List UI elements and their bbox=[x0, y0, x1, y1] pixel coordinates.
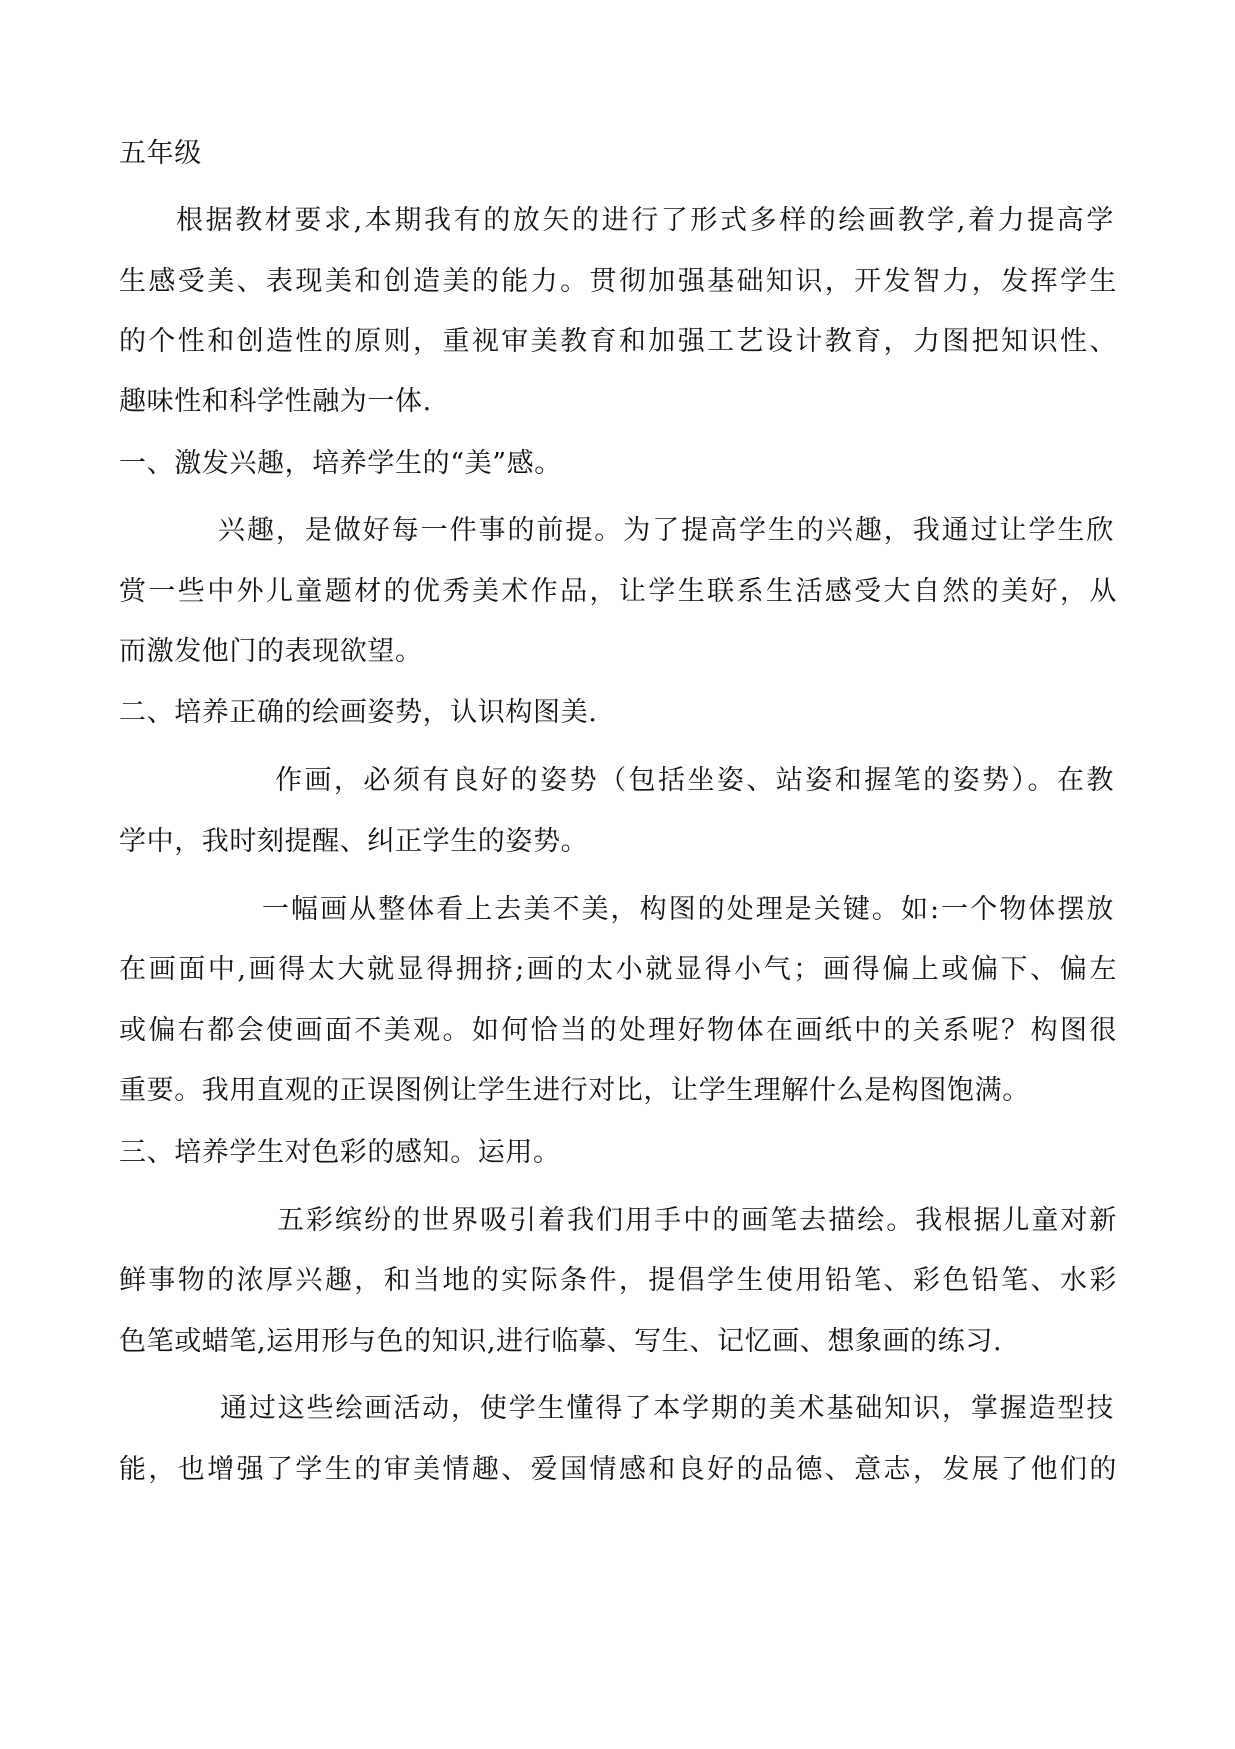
section-heading-3: 三、培养学生对色彩的感知。运用。 bbox=[119, 1137, 561, 1168]
paragraph-line: 或偏右都会使画面不美观。如何恰当的处理好物体在画纸中的关系呢？构图很 bbox=[119, 1015, 1117, 1046]
paragraph-line: 的个性和创造性的原则，重视审美教育和加强工艺设计教育，力图把知识性、 bbox=[119, 326, 1117, 357]
paragraph-line: 五彩缤纷的世界吸引着我们用手中的画笔去描绘。我根据儿童对新 bbox=[277, 1205, 1117, 1236]
paragraph-line: 能，也增强了学生的审美情趣、爱国情感和良好的品德、意志，发展了他们的 bbox=[119, 1454, 1117, 1485]
paragraph-line: 通过这些绘画活动，使学生懂得了本学期的美术基础知识，掌握造型技 bbox=[220, 1393, 1114, 1424]
paragraph-line: 色笔或蜡笔,运用形与色的知识,进行临摹、写生、记忆画、想象画的练习. bbox=[119, 1326, 1003, 1357]
section-heading-1: 一、激发兴趣，培养学生的“美”感。 bbox=[119, 448, 562, 479]
paragraph-line: 学中，我时刻提醒、纠正学生的姿势。 bbox=[119, 826, 589, 857]
paragraph-line: 而激发他门的表现欲望。 bbox=[119, 636, 423, 667]
paragraph-line: 趣味性和科学性融为一体. bbox=[119, 386, 432, 417]
paragraph-line: 重要。我用直观的正误图例让学生进行对比，让学生理解什么是构图饱满。 bbox=[119, 1075, 1030, 1106]
paragraph-line: 一幅画从整体看上去美不美，构图的处理是关键。如:一个物体摆放 bbox=[262, 894, 1114, 925]
paragraph-line: 生感受美、表现美和创造美的能力。贯彻加强基础知识，开发智力，发挥学生 bbox=[119, 266, 1117, 297]
paragraph-line: 在画面中,画得太大就显得拥挤;画的太小就显得小气；画得偏上或偏下、偏左 bbox=[119, 954, 1117, 985]
section-heading-2: 二、培养正确的绘画姿势，认识构图美. bbox=[119, 697, 598, 728]
paragraph-line: 根据教材要求,本期我有的放矢的进行了形式多样的绘画教学,着力提高学 bbox=[176, 205, 1114, 236]
paragraph-line: 赏一些中外儿童题材的优秀美术作品，让学生联系生活感受大自然的美好，从 bbox=[119, 576, 1117, 607]
paragraph-line: 作画，必须有良好的姿势（包括坐姿、站姿和握笔的姿势）。在教 bbox=[275, 765, 1114, 796]
paragraph-line: 兴趣，是做好每一件事的前提。为了提高学生的兴趣，我通过让学生欣 bbox=[218, 515, 1114, 546]
paragraph-line: 鲜事物的浓厚兴趣，和当地的实际条件，提倡学生使用铅笔、彩色铅笔、水彩 bbox=[119, 1265, 1117, 1296]
grade-heading: 五年级 bbox=[119, 138, 202, 169]
